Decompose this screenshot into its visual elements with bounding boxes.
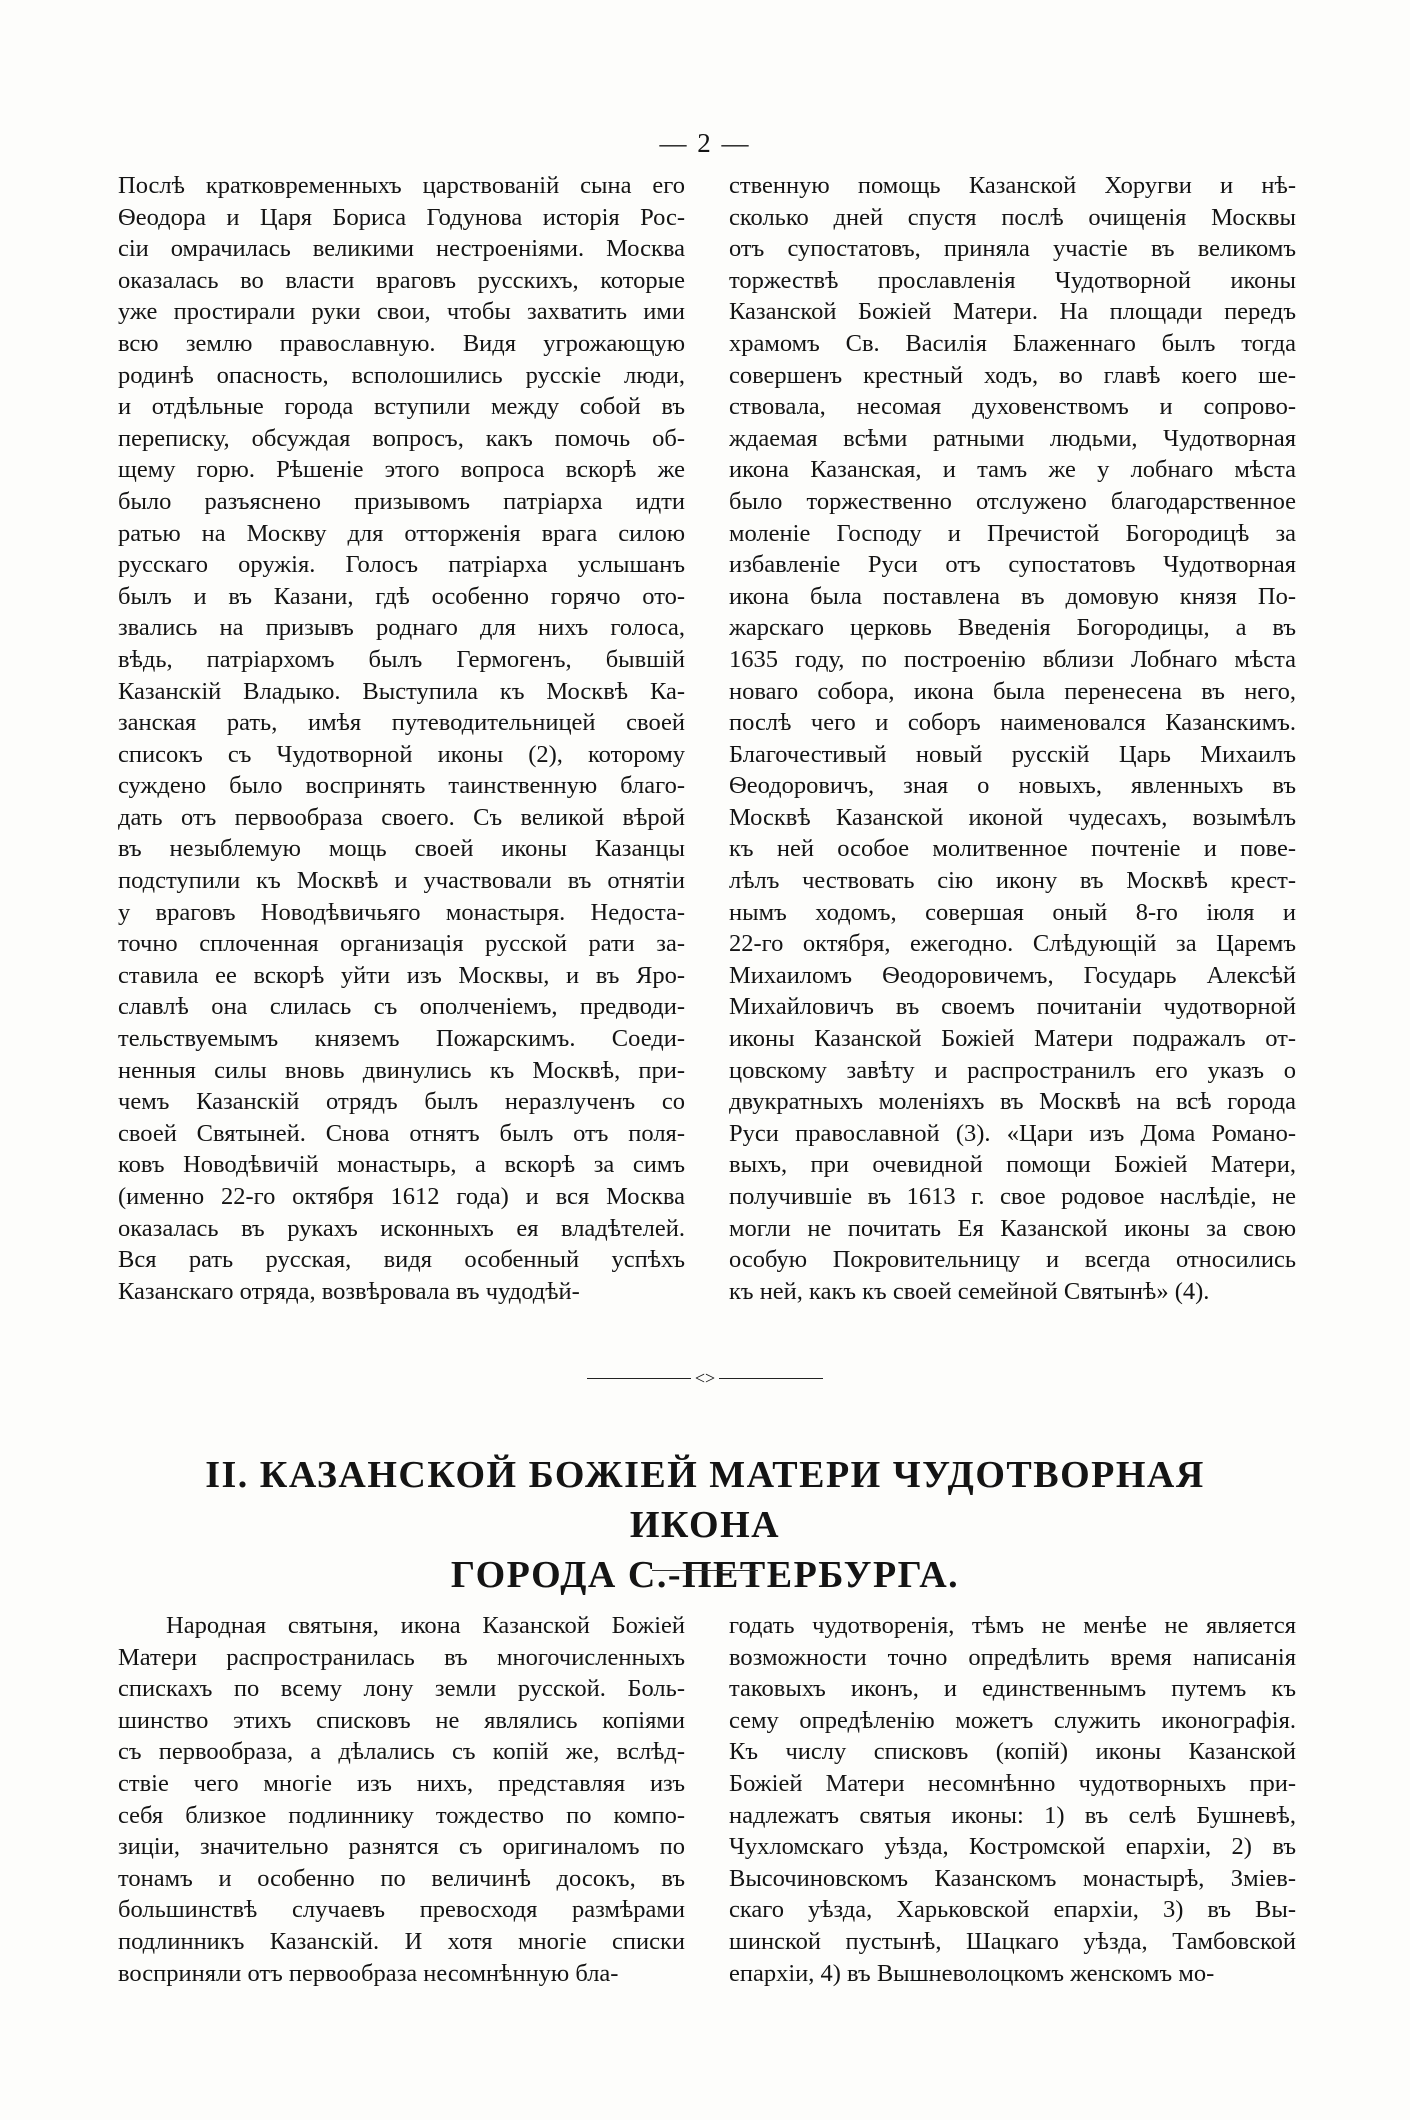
text-line: было разъяснено призывомъ патріарха идти (118, 487, 685, 515)
text-line: Руси православной (3). «Цари изъ Дома Романо- (729, 1119, 1296, 1147)
text-line: ствовала, несомая духовенствомъ и сопрово- (729, 393, 1296, 421)
separator-rule-right (719, 1378, 823, 1379)
text-line: русскаго оружія. Голосъ патріарха услышанъ (118, 551, 685, 579)
text-line: былъ и въ Казани, гдѣ особенно горячо ото- (118, 582, 685, 610)
text-line: скаго уѣзда, Харьковской епархіи, 3) въ Вы- (729, 1896, 1296, 1924)
text-line: вѣдь, патріархомъ былъ Гермогенъ, бывшій (118, 645, 685, 673)
text-line: Послѣ кратковременныхъ царствованій сына его (118, 172, 685, 199)
text-line: Ѳеодоровичъ, зная о новыхъ, явленныхъ въ (729, 772, 1296, 800)
text-line: икона была поставлена въ домовую князя По- (729, 582, 1296, 610)
section-1-text (118, 170, 1296, 1307)
text-line: ственную помощь Казанской Хоругви и нѣ- (729, 172, 1296, 199)
text-line: шинской пустынѣ, Шацкаго уѣзда, Тамбовской (729, 1927, 1296, 1955)
text-line: икона Казанская, и тамъ же у лобнаго мѣста (729, 456, 1296, 484)
text-line: Вся рать русская, видя особенный успѣхъ (118, 1246, 685, 1274)
text-line: родинѣ опасность, всполошились русскіе люди, (118, 361, 685, 389)
text-line: 1635 году, по построенію вблизи Лобнаго мѣста (729, 645, 1296, 673)
section-2-right-column (729, 1610, 1296, 1989)
separator-diamond: <> (694, 1368, 716, 1388)
text-line: всю землю православную. Видя угрожающую (118, 329, 685, 357)
text-line: къ ней, какъ къ своей семейной Святынѣ» (4). (729, 1277, 1210, 1305)
text-line: Казанскій Владыко. Выступила къ Москвѣ Ка- (118, 677, 685, 705)
text-line: подлинникъ Казанскій. И хотя многіе списки (118, 1927, 685, 1955)
heading-line-2: ГОРОДА С.-ПЕТЕРБУРГА. (450, 1554, 960, 1596)
text-line: сему опредѣленію можетъ служить иконографія. (729, 1706, 1296, 1734)
text-line: годать чудотворенія, тѣмъ не менѣе не является (729, 1612, 1296, 1639)
section-1-right-column (729, 170, 1296, 1307)
text-line: въ незыблемую мощь своей иконы Казанцы (118, 835, 685, 863)
text-line: Москвѣ Казанской иконой чудесахъ, возымѣлъ (729, 803, 1296, 831)
text-line: Ѳеодора и Царя Бориса Годунова исторія Рос- (118, 203, 685, 231)
text-line: Михайловичъ въ своемъ почитаніи чудотворной (729, 993, 1296, 1021)
text-line: списокъ съ Чудотворной иконы (2), которому (118, 740, 685, 768)
text-line: было торжественно отслужено благодарственное (729, 487, 1296, 515)
text-line: ратью на Москву для отторженія врага силою (118, 519, 685, 547)
text-line: своей Святыней. Снова отнятъ былъ отъ поля- (118, 1119, 685, 1147)
text-line: Народная святыня, икона Казанской Божіей (166, 1612, 685, 1639)
text-line: Чухломскаго уѣзда, Костромской епархіи, 2) въ (729, 1833, 1296, 1861)
text-line: суждено было воспринять таинственную благо- (118, 772, 685, 800)
text-line: звались на призывъ роднаго для нихъ голоса, (118, 614, 685, 642)
text-line: избавленіе Руси отъ супостатовъ Чудотворная (729, 551, 1296, 579)
text-line: послѣ чего и соборъ наименовался Казанскимъ. (729, 709, 1296, 737)
text-line: спискахъ по всему лону земли русской. Боль- (118, 1675, 685, 1703)
text-line: Казанскаго отряда, возвѣровала въ чудодѣй- (118, 1277, 580, 1305)
text-line: (именно 22-го октября 1612 года) и вся Москва (118, 1183, 685, 1210)
text-line: и отдѣльные города вступили между собой въ (118, 393, 685, 421)
text-line: могли не почитать Ея Казанской иконы за свою (729, 1214, 1296, 1242)
text-line: совершенъ крестный ходъ, во главѣ коего ше- (729, 361, 1296, 389)
text-line: чемъ Казанскій отрядъ былъ неразлученъ со (118, 1088, 685, 1116)
text-line: лѣлъ чествовать сію икону въ Москвѣ крест- (729, 867, 1296, 895)
text-line: ненныя силы вновь двинулись къ Москвѣ, при- (118, 1056, 685, 1084)
text-line: надлежатъ святыя иконы: 1) въ селѣ Бушневѣ, (729, 1801, 1296, 1829)
text-line: Казанской Божіей Матери. На площади передъ (729, 298, 1296, 326)
text-line: особую Покровительницу и всегда относились (729, 1246, 1296, 1274)
text-line: шинство этихъ списковъ не являлись копіями (118, 1706, 685, 1734)
text-line: зиціи, значительно разнятся съ оригиналомъ по (118, 1833, 685, 1861)
text-line: ствіе чего многіе изъ нихъ, представляя изъ (118, 1769, 685, 1797)
text-line: къ ней особое молитвенное почтеніе и пове- (729, 835, 1296, 863)
text-line: славлѣ она слилась съ ополченіемъ, предводи- (118, 993, 685, 1021)
text-line: новаго собора, икона была перенесена въ него, (729, 677, 1296, 705)
text-line: выхъ, при очевидной помощи Божіей Матери, (729, 1151, 1296, 1179)
text-line: уже простирали руки свои, чтобы захватить ими (118, 298, 685, 326)
text-line: большинствѣ случаевъ превосходя размѣрами (118, 1896, 685, 1924)
text-line: себя близкое подлиннику тождество по компо- (118, 1801, 685, 1829)
text-line: иконы Казанской Божіей Матери подражалъ от- (729, 1025, 1296, 1053)
text-line: переписку, обсуждая вопросъ, какъ помочь об- (118, 424, 685, 452)
text-line: Божіей Матери несомнѣнно чудотворныхъ при- (729, 1769, 1296, 1797)
section-2-left-column (118, 1610, 685, 1989)
text-line: дать отъ первообраза своего. Съ великой вѣрой (118, 803, 685, 831)
text-line: Благочестивый новый русскій Царь Михаилъ (729, 740, 1296, 768)
text-line: цовскому завѣту и распространилъ его указъ о (729, 1056, 1296, 1084)
text-line: отъ супостатовъ, приняла участіе въ великомъ (729, 235, 1296, 263)
text-line: Къ числу списковъ (копій) иконы Казанской (729, 1738, 1296, 1766)
heading-line-1: II. КАЗАНСКОЙ БОЖІЕЙ МАТЕРИ ЧУДОТВОРНАЯ ИКОНА (205, 1454, 1205, 1546)
text-line: храмомъ Св. Василія Блаженнаго былъ тогда (729, 329, 1296, 357)
text-line: точно сплоченная организація русской рати за- (118, 930, 685, 958)
text-line: занская рать, имѣя путеводительницей своей (118, 709, 685, 737)
text-line: у враговъ Новодѣвичьяго монастыря. Недоста- (118, 898, 685, 926)
text-line: ждаемая всѣми ратными людьми, Чудотворная (729, 424, 1296, 452)
text-line: возможности точно опредѣлить время написанія (729, 1643, 1296, 1671)
section-separator-ornament (0, 1368, 1410, 1388)
text-line: восприняли отъ первообраза несомнѣнную бла- (118, 1959, 619, 1987)
text-line: ставила ее вскорѣ уйти изъ Москвы, и въ Яро- (118, 961, 685, 989)
text-line: 22-го октября, ежегодно. Слѣдующій за Царемъ (729, 930, 1296, 958)
text-line: двукратныхъ моленіяхъ въ Москвѣ на всѣ города (729, 1088, 1296, 1116)
text-line: оказалась во власти враговъ русскихъ, которые (118, 266, 685, 294)
text-line: получившіе въ 1613 г. свое родовое наслѣдіе, не (729, 1183, 1296, 1210)
text-line: тонамъ и особенно по величинѣ досокъ, въ (118, 1864, 685, 1892)
text-line: Михаиломъ Ѳеодоровичемъ, Государь Алексѣй (729, 961, 1296, 989)
text-line: сіи омрачилась великими нестроеніями. Москва (118, 235, 685, 263)
text-line: нымъ ходомъ, совершая оный 8-го іюля и (729, 898, 1296, 926)
text-line: щему горю. Рѣшеніе этого вопроса вскорѣ же (118, 456, 685, 484)
text-line: жарскаго церковь Введенія Богородицы, а въ (729, 614, 1296, 642)
text-line: таковыхъ иконъ, и единственнымъ путемъ къ (729, 1675, 1296, 1703)
text-line: Высочиновскомъ Казанскомъ монастырѣ, Зміев- (729, 1864, 1296, 1892)
text-line: ковъ Новодѣвичій монастырь, а вскорѣ за симъ (118, 1151, 685, 1179)
separator-rule-left (587, 1378, 691, 1379)
text-line: оказалась въ рукахъ исконныхъ ея владѣтелей. (118, 1214, 685, 1242)
heading-underline-rule (652, 1570, 758, 1571)
section-2-text (118, 1610, 1296, 1989)
text-line: тельствуемымъ княземъ Пожарскимъ. Соеди- (118, 1025, 685, 1053)
text-line: торжествѣ прославленія Чудотворной иконы (729, 266, 1296, 294)
text-line: подступили къ Москвѣ и участвовали въ отнятіи (118, 867, 685, 895)
text-line: съ первообраза, а дѣлались съ копій же, вслѣд- (118, 1738, 685, 1766)
page-number: — 2 — (659, 128, 751, 158)
text-line: сколько дней спустя послѣ очищенія Москвы (729, 203, 1296, 231)
section-2-heading (150, 1450, 1260, 1600)
section-1-left-column (118, 170, 685, 1307)
text-line: епархіи, 4) въ Вышневолоцкомъ женскомъ мо- (729, 1959, 1215, 1987)
text-line: моленіе Господу и Пречистой Богородицѣ за (729, 519, 1296, 547)
text-line: Матери распространилась въ многочисленныхъ (118, 1643, 685, 1671)
